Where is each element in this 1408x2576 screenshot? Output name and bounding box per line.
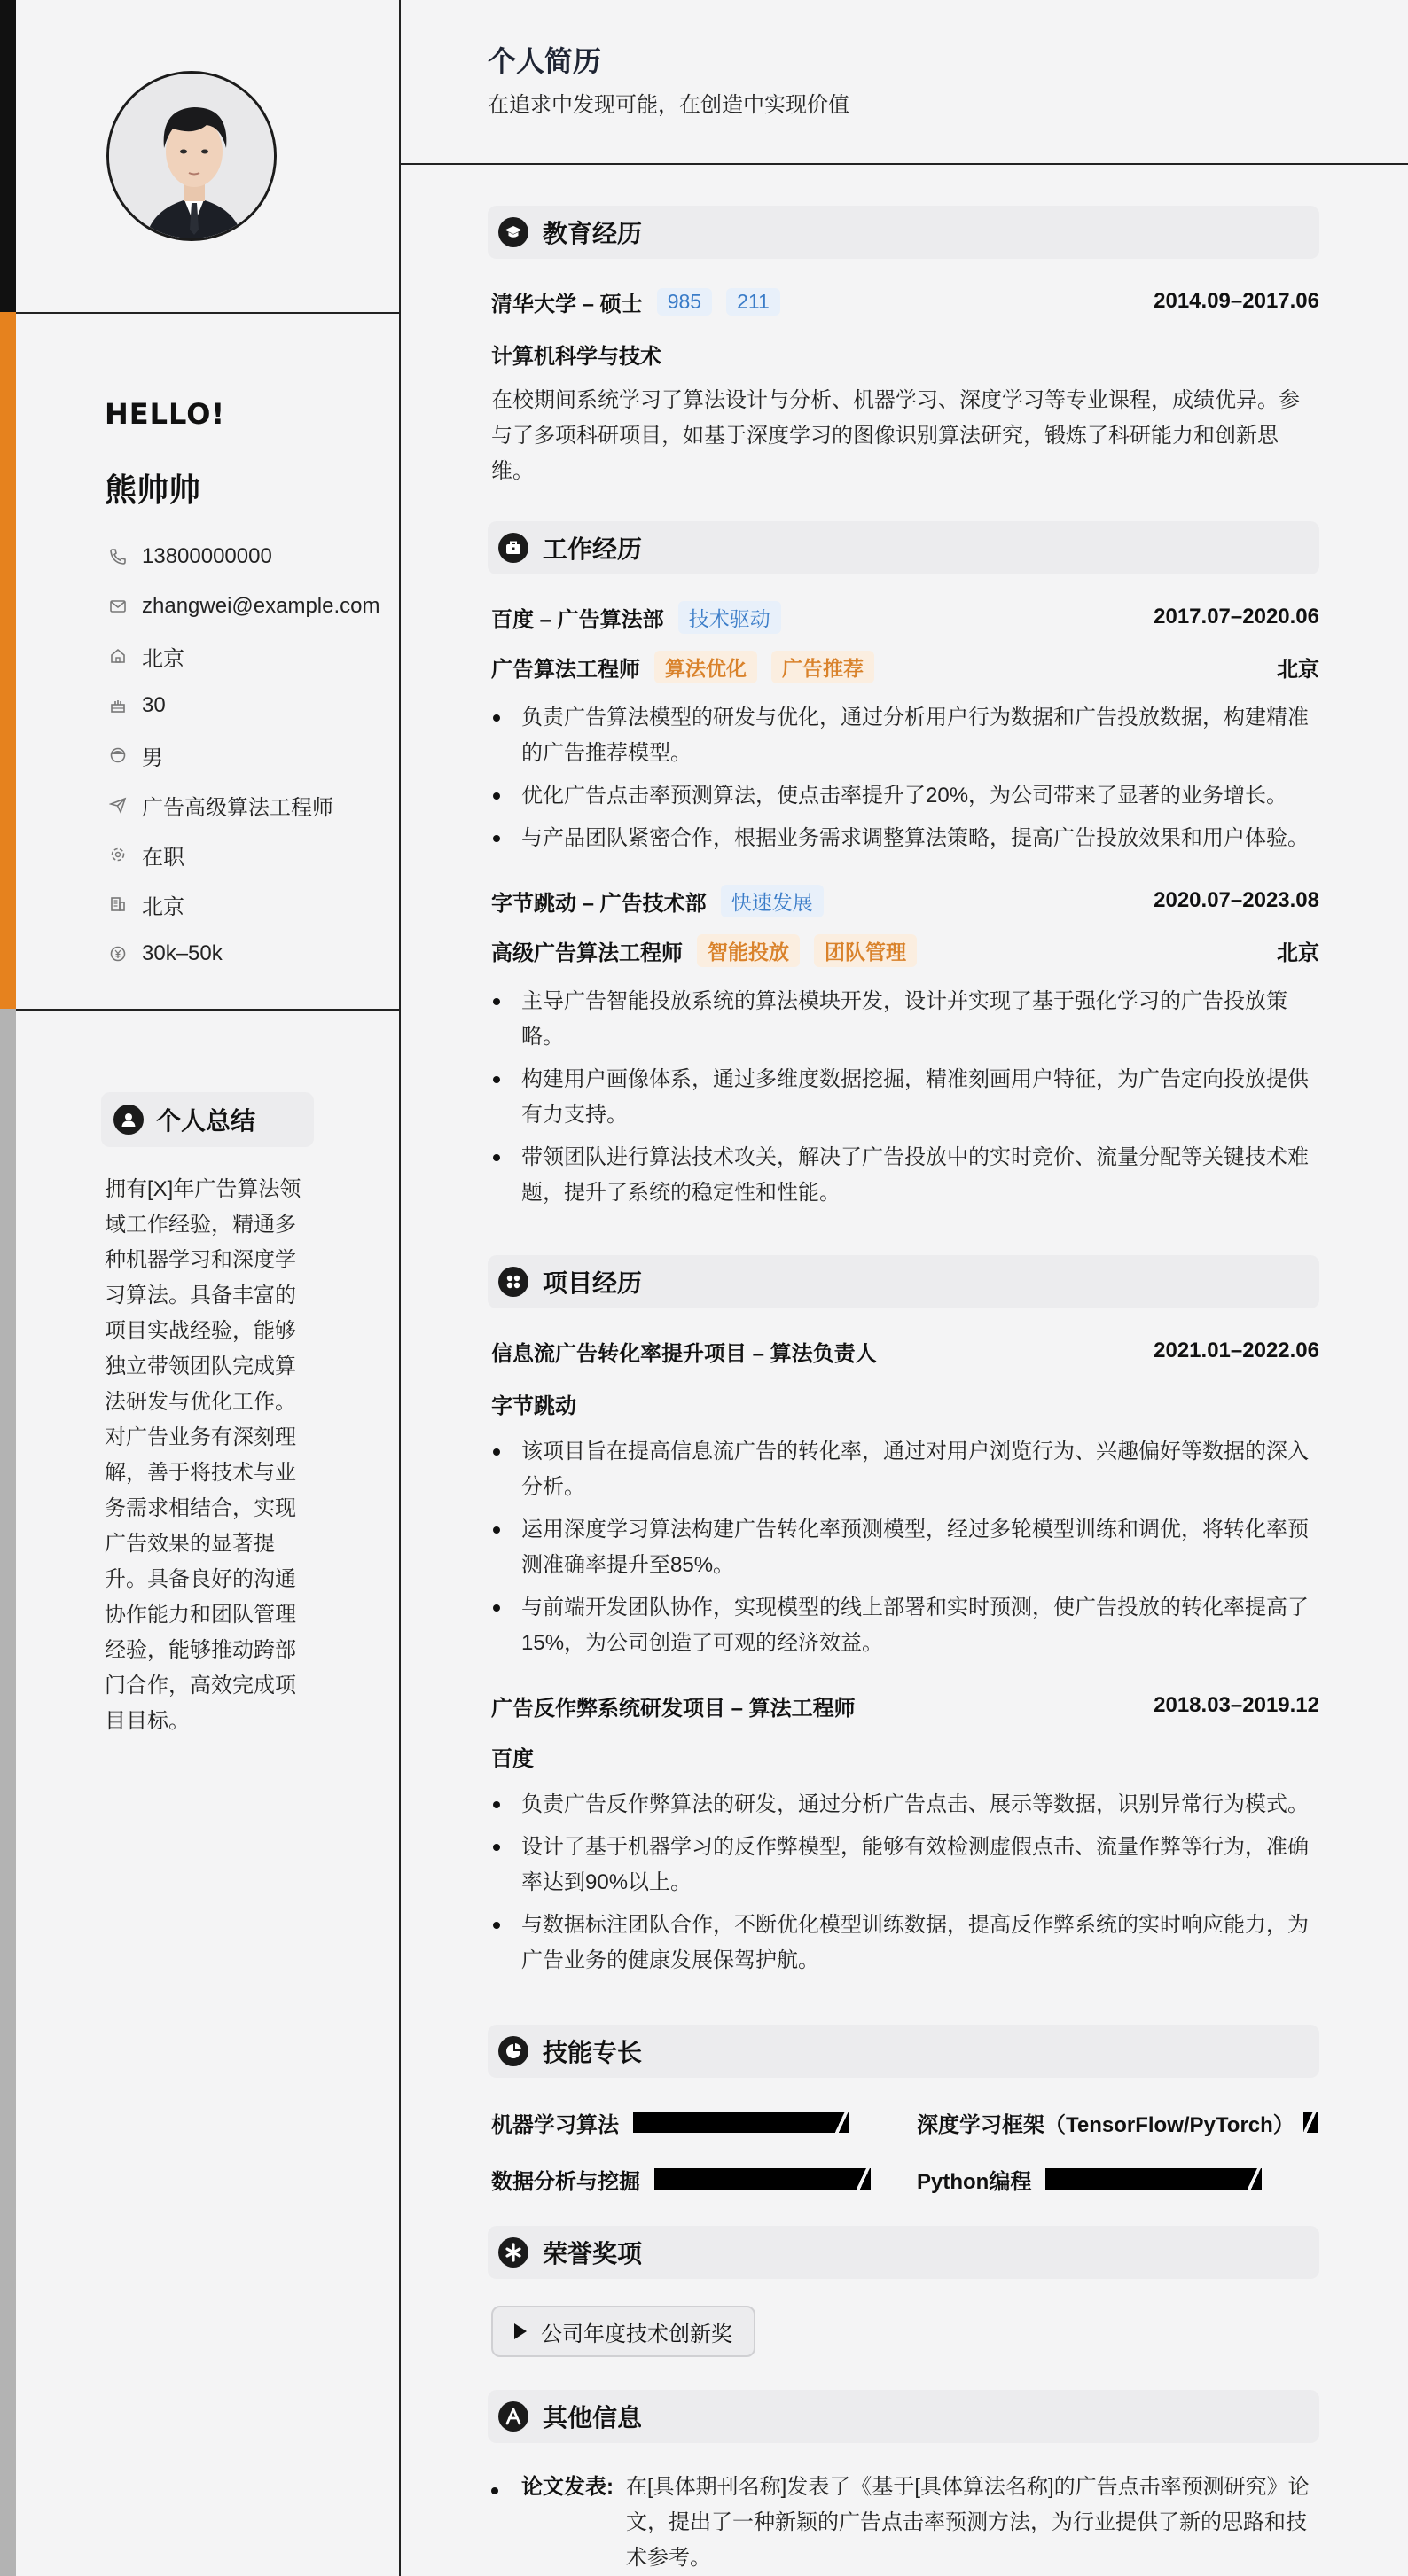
- bullet-dot: [491, 2487, 498, 2494]
- info-text: 13800000000: [142, 544, 272, 568]
- project-org: 百度: [491, 1747, 534, 1771]
- page-title: 个人简历: [488, 45, 602, 77]
- company-name: 百度 – 广告算法部: [491, 607, 664, 632]
- job-company-row: [491, 601, 1319, 633]
- building-icon: [106, 893, 129, 916]
- position-name: 广告算法工程师: [491, 657, 640, 682]
- cake-icon: [106, 694, 129, 717]
- project-org: 字节跳动: [491, 1394, 576, 1418]
- info-text: 30: [142, 693, 166, 717]
- job-date: 2017.07–2020.06: [1154, 605, 1319, 628]
- section-title: 技能专长: [543, 2039, 643, 2066]
- skill-name: 机器学习算法: [491, 2112, 619, 2137]
- project-name: 信息流广告转化率提升项目 – 算法负责人: [491, 1341, 877, 1366]
- info-text: 北京: [142, 894, 184, 919]
- list-item: 设计了基于机器学习的反作弊模型，能够有效检测虚假点击、流量作弊等行为，准确率达到90%以上。: [491, 1830, 1319, 1901]
- company-name: 字节跳动 – 广告技术部: [491, 891, 707, 916]
- grid-icon: [498, 1267, 528, 1297]
- page-subtitle: 在追求中发现可能，在创造中实现价值: [488, 93, 849, 117]
- phone-icon: [106, 545, 129, 568]
- other-value: 在[具体期刊名称]发表了《基于[具体算法名称]的广告点击率预测研究》论文，提出了一种新颖的广告点击率预测方法，为行业提供了新的思路和技术参考。: [626, 2475, 1310, 2570]
- list-item: 负责广告算法模型的研发与优化，通过分析用户行为数据和广告投放数据，构建精准的广告推荐模型。: [491, 700, 1319, 771]
- project-row: [491, 1690, 1319, 1721]
- other-item: [491, 2470, 1319, 2576]
- skill-level-bar: [1045, 2168, 1258, 2190]
- list-item: 与前端开发团队协作，实现模型的线上部署和实时预测，使广告投放的转化率提高了15%，为公司创造了可观的经济效益。: [491, 1590, 1319, 1661]
- sidebar-stripe-black: [0, 0, 16, 312]
- list-item: 与数据标注团队合作，不断优化模型训练数据，提高反作弊系统的实时响应能力，为广告业务的健康发展保驾护航。: [491, 1908, 1319, 1979]
- education-date: 2014.09–2017.06: [1154, 289, 1319, 313]
- section-other: [488, 2390, 1319, 2443]
- section-projects: [488, 1255, 1319, 1308]
- summary-text: 拥有[X]年广告算法领域工作经验，精通多种机器学习和深度学习算法。具备丰富的项目实战经验，能够独立带领团队完成算法研发与优化工作。对广告业务有深刻理解，善于将技术与业务需求相结合，实现广告效果的显著提升。具备良好的沟通协作能力和团队管理经验，能够推动跨部门合作，高效完成项目目标。: [105, 1177, 301, 1733]
- skill-name: 数据分析与挖掘: [491, 2169, 640, 2194]
- section-education: [488, 206, 1319, 259]
- briefcase-icon: [498, 533, 528, 563]
- skill-item: [491, 2106, 846, 2138]
- company-tag: 快速发展: [721, 885, 824, 917]
- project-bullets: [491, 1787, 1319, 1986]
- list-item: 优化广告点击率预测算法，使点击率提升了20%，为公司带来了显著的业务增长。: [491, 778, 1319, 814]
- section-title: 教育经历: [543, 220, 643, 247]
- job-date: 2020.07–2023.08: [1154, 888, 1319, 912]
- sidebar: [0, 0, 401, 2576]
- list-item: 主导广告智能投放系统的算法模块开发，设计并实现了基于强化学习的广告投放策略。: [491, 984, 1319, 1055]
- mail-icon: [106, 595, 129, 618]
- job-bullets: [491, 700, 1319, 863]
- chart-icon: [498, 2036, 528, 2066]
- person-name: 熊帅帅: [105, 472, 201, 508]
- section-title: 荣誉奖项: [543, 2240, 643, 2268]
- info-text: 30k–50k: [142, 941, 223, 965]
- skill-name: 深度学习框架（TensorFlow/PyTorch）: [917, 2112, 1295, 2137]
- info-gender: [106, 730, 380, 780]
- list-item: 负责广告反作弊算法的研发，通过分析广告点击、展示等数据，识别异常行为模式。: [491, 1787, 1319, 1823]
- section-skills: [488, 2025, 1319, 2078]
- info-position: [106, 780, 380, 830]
- school-tag: 211: [726, 288, 780, 316]
- info-work-city: [106, 879, 380, 929]
- section-work: [488, 521, 1319, 574]
- other-key: 论文发表:: [521, 2475, 614, 2499]
- position-tag: 团队管理: [814, 934, 917, 967]
- job-city: 北京: [1277, 941, 1319, 965]
- skill-level-bar: [1307, 2112, 1314, 2133]
- graduation-cap-icon: [498, 217, 528, 247]
- list-item: 带领团队进行算法技术攻关，解决了广告投放中的实时竞价、流量分配等关键技术难题，提升了系统的稳定性和性能。: [491, 1140, 1319, 1211]
- project-date: 2018.03–2019.12: [1154, 1693, 1319, 1717]
- school-tag: 985: [657, 288, 712, 316]
- position-name: 高级广告算法工程师: [491, 941, 683, 965]
- position-tag: 广告推荐: [771, 651, 874, 683]
- summary-title: 个人总结: [156, 1107, 256, 1135]
- skill-item: [917, 2106, 1314, 2138]
- info-salary: [106, 929, 380, 979]
- status-icon: [106, 843, 129, 866]
- sidebar-divider: [16, 312, 399, 314]
- info-email: [106, 582, 380, 631]
- education-major: 计算机科学与技术: [491, 345, 661, 369]
- header-divider: [401, 163, 1408, 165]
- job-position-row: [491, 651, 1319, 683]
- position-tag: 智能投放: [697, 934, 800, 967]
- sidebar-stripe-gray: [0, 1009, 16, 2576]
- education-row: [491, 285, 1319, 317]
- info-status: [106, 830, 380, 879]
- summary-heading: [101, 1092, 314, 1147]
- info-age: [106, 681, 380, 730]
- gender-icon: [106, 744, 129, 767]
- list-item: 该项目旨在提高信息流广告的转化率，通过对用户浏览行为、兴趣偏好等数据的深入分析。: [491, 1434, 1319, 1505]
- list-item: 与产品团队紧密合作，根据业务需求调整算法策略，提高广告投放效果和用户体验。: [491, 821, 1319, 856]
- info-text: 在职: [142, 845, 184, 870]
- skill-item: [917, 2163, 1258, 2195]
- home-icon: [106, 644, 129, 667]
- skill-level-bar: [654, 2168, 867, 2190]
- company-tag: 技术驱动: [678, 601, 781, 634]
- contact-info-list: [106, 532, 380, 979]
- job-city: 北京: [1277, 657, 1319, 682]
- info-phone: [106, 532, 380, 582]
- sidebar-stripe-orange: [0, 312, 16, 1009]
- section-title: 工作经历: [543, 535, 643, 563]
- send-icon: [106, 793, 129, 816]
- skill-level-bar: [633, 2112, 846, 2133]
- play-icon: [514, 2323, 527, 2339]
- skill-name: Python编程: [917, 2169, 1032, 2194]
- award-icon: [498, 2237, 528, 2268]
- info-text: 广告高级算法工程师: [142, 795, 333, 820]
- project-row: [491, 1335, 1319, 1367]
- section-title: 其他信息: [543, 2404, 643, 2432]
- job-bullets: [491, 984, 1319, 1218]
- info-city: [106, 631, 380, 681]
- sidebar-divider: [16, 1009, 399, 1011]
- hello-heading: HELLO!: [105, 397, 226, 431]
- skill-item: [491, 2163, 867, 2195]
- info-text: zhangwei@example.com: [142, 594, 380, 618]
- info-text: 男: [142, 745, 163, 770]
- list-item: 运用深度学习算法构建广告转化率预测模型，经过多轮模型训练和调优，将转化率预测准确率提升至85%。: [491, 1512, 1319, 1583]
- salary-icon: [106, 942, 129, 965]
- school-name: 清华大学 – 硕士: [491, 292, 643, 316]
- section-title: 项目经历: [543, 1269, 643, 1297]
- info-icon: [498, 2401, 528, 2432]
- info-text: 北京: [142, 646, 184, 671]
- job-position-row: [491, 934, 1319, 966]
- project-date: 2021.01–2022.06: [1154, 1339, 1319, 1362]
- list-item: 构建用户画像体系，通过多维度数据挖掘，精准刻画用户特征，为广告定向投放提供有力支持。: [491, 1062, 1319, 1133]
- avatar: [106, 71, 277, 241]
- award-item[interactable]: [491, 2306, 755, 2357]
- section-awards: [488, 2226, 1319, 2279]
- user-icon: [113, 1105, 144, 1135]
- award-label: 公司年度技术创新奖: [541, 2322, 732, 2346]
- job-company-row: [491, 885, 1319, 917]
- position-tag: 算法优化: [654, 651, 757, 683]
- project-name: 广告反作弊系统研发项目 – 算法工程师: [491, 1696, 856, 1721]
- project-bullets: [491, 1434, 1319, 1668]
- education-desc: 在校期间系统学习了算法设计与分析、机器学习、深度学习等专业课程，成绩优异。参与了多项科研项目，如基于深度学习的图像识别算法研究，锻炼了科研能力和创新思维。: [491, 388, 1300, 483]
